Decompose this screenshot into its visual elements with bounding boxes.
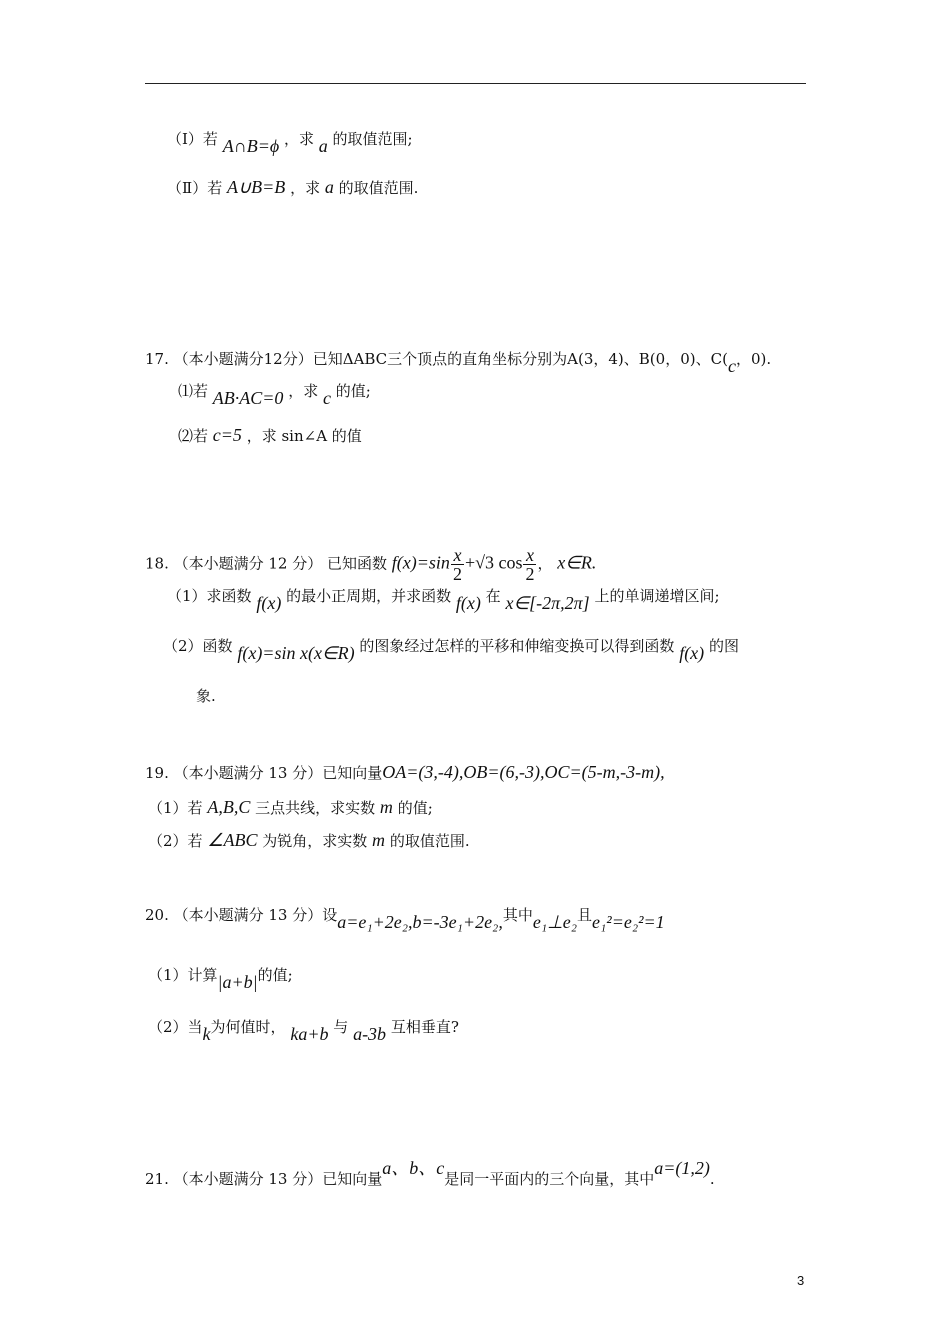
q16-part1-label: （Ⅰ）若 (167, 130, 218, 148)
q18-fraction-1-num: x (451, 546, 464, 565)
q18-fraction-2-den: 2 (525, 564, 535, 584)
q19-part1-label: （1）若 (148, 799, 203, 817)
q16-part2-label: （Ⅱ）若 (167, 179, 223, 197)
q18-part1-in: 在 (485, 587, 501, 605)
q19-part1-end: 的值; (397, 799, 433, 817)
q18-comma: ， (537, 554, 553, 573)
q18-part1 (167, 585, 720, 613)
q19-header-text: 19. （本小题满分 13 分）已知向量 (145, 764, 383, 782)
q17-part2 (178, 425, 362, 446)
q20-header-text: 20. （本小题满分 13 分）设 (145, 906, 338, 924)
q20-part1 (148, 964, 293, 992)
q17-part1 (178, 380, 371, 408)
q20-part2-vector1: ka+b (290, 1024, 329, 1044)
q16-part1-condition: A∩B=ϕ (222, 136, 280, 156)
q16-part1 (167, 128, 413, 156)
q19-part2 (148, 830, 470, 851)
q19-part1 (148, 797, 433, 818)
q20-part2-mid: 为何值时， (210, 1018, 286, 1036)
q18-part2 (163, 635, 739, 663)
q21-mid: 是同一平面内的三个向量，其中 (444, 1170, 655, 1188)
q18-function-lhs: f(x)=sin (391, 552, 450, 573)
q16-part1-mid: ，求 (283, 130, 314, 148)
q18-fraction-1-den: 2 (452, 564, 462, 584)
q21-header (145, 1158, 715, 1189)
q18-part1-fx2: f(x) (455, 593, 481, 613)
q16-part2 (167, 177, 418, 198)
q17-part2-label: ⑵若 (178, 427, 209, 445)
q21-vectors: a、b、c (382, 1158, 445, 1178)
q21-header-text: 21. （本小题满分 13 分）已知向量 (145, 1170, 383, 1188)
q18-part2-mid: 的图象经过怎样的平移和伸缩变换可以得到函数 (359, 637, 675, 655)
q20-part2-label: （2）当 (148, 1018, 203, 1036)
q18-part2-label: （2）函数 (163, 637, 233, 655)
page-number: 3 (797, 1273, 805, 1288)
q19-vectors: OA=(3,-4),OB=(6,-3),OC=(5-m,-3-m), (382, 762, 665, 782)
q19-part2-end: 的取值范围. (389, 832, 470, 850)
q18-part2-fx: f(x) (679, 643, 705, 663)
q20-part1-end: 的值; (257, 966, 293, 984)
q19-part2-label: （2）若 (148, 832, 203, 850)
q18-part1-interval: x∈[-2π,2π] (505, 593, 590, 613)
q18-part1-label: （1）求函数 (167, 587, 252, 605)
q18-sqrt-cos: +√3 cos (464, 552, 523, 573)
header-rule (145, 83, 806, 84)
q17-header-end: ，0). (735, 350, 772, 368)
q20-mid: 其中 (502, 906, 533, 924)
q20-part1-label: （1）计算 (148, 966, 218, 984)
q19-part1-var: m (379, 797, 393, 817)
q17-part1-var: c (323, 388, 332, 408)
q19-part1-mid: 三点共线，求实数 (255, 799, 376, 817)
q20-and: 且 (577, 906, 593, 924)
q20-part2-with: 与 (333, 1018, 349, 1036)
q20-definitions: a=e₁+2e₂,b=-3e₁+2e₂, (337, 912, 503, 932)
q19-part2-var: m (372, 830, 386, 850)
q17-part2-condition: c=5 (212, 425, 242, 445)
q21-end: . (709, 1170, 715, 1188)
q18-part1-fx: f(x) (256, 593, 282, 613)
q16-part1-var: a (318, 136, 328, 156)
q16-part2-mid: ，求 (290, 179, 321, 197)
q20-header (145, 904, 665, 932)
q18-header-text: 18. （本小题满分 12 分） 已知函数 (145, 554, 388, 573)
q18-fraction-1 (451, 546, 464, 583)
q19-part2-angle: ∠ABC (207, 830, 258, 850)
q18-part1-mid: 的最小正周期，并求函数 (286, 587, 452, 605)
q16-part1-end: 的取值范围; (332, 130, 413, 148)
q17-part1-condition: AB·AC=0 (212, 388, 284, 408)
q16-part2-condition: A∪B=B (226, 177, 286, 197)
q18-fraction-2 (523, 546, 536, 583)
q19-part2-mid: 为锐角，求实数 (262, 832, 368, 850)
q18-part2-cont-text: 象. (196, 687, 216, 705)
q18-part2-function: f(x)=sin x(x∈R) (237, 643, 355, 663)
q18-fraction-2-num: x (523, 546, 536, 565)
q20-part2-end: 互相垂直? (390, 1018, 459, 1036)
q20-perpendicular: e₁⊥e₂ (532, 912, 578, 932)
q19-header (145, 762, 665, 783)
q20-part2 (148, 1016, 459, 1044)
q17-header-text: 17. （本小题满分12分）已知ΔABC三个顶点的直角坐标分别为A(3，4)、B(0，0)、C( (145, 350, 728, 368)
q18-part2-end: 的图 (708, 637, 739, 655)
q17-part2-end: ，求 sin∠A 的值 (246, 427, 362, 445)
q21-given: a=(1,2) (654, 1158, 710, 1178)
q19-part1-points: A,B,C (207, 797, 251, 817)
q18-part2-continued (196, 686, 216, 706)
q17-part1-mid: ，求 (288, 382, 319, 400)
q20-part2-vector2: a-3b (353, 1024, 387, 1044)
q20-part1-expression: |a+b| (217, 972, 258, 992)
q18-part1-end: 上的单调递增区间; (594, 587, 720, 605)
q18-header (145, 546, 596, 583)
q16-part2-end: 的取值范围. (338, 179, 419, 197)
q16-part2-var: a (324, 177, 334, 197)
q20-norm: e₁²=e₂²=1 (592, 912, 665, 932)
q17-part1-label: ⑴若 (178, 382, 209, 400)
q17-part1-end: 的值; (335, 382, 371, 400)
q20-part2-var: k (202, 1024, 211, 1044)
q17-header-var: c (727, 356, 736, 376)
q18-domain: x∈R. (557, 552, 597, 573)
q17-header (145, 348, 772, 376)
